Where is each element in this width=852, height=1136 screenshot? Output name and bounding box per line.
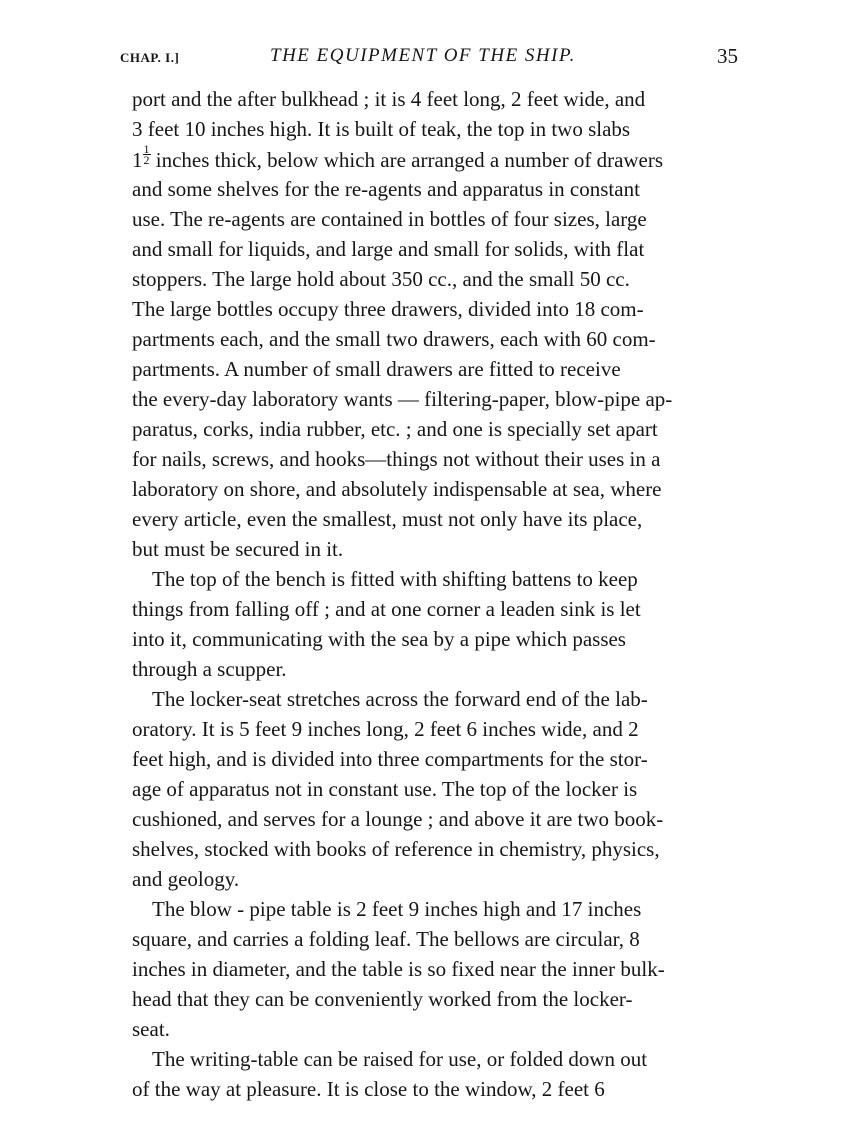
text-line: of the way at pleasure. It is close to the window, 2 feet 6 [132, 1077, 605, 1101]
text-line: and some shelves for the re-agents and apparatus in constant [132, 177, 640, 201]
text-line: head that they can be conveniently worked from the locker- [132, 987, 633, 1011]
paragraph-start: The top of the bench is fitted with shifting battens to keep [152, 567, 638, 591]
text-line: and geology. [132, 867, 240, 891]
text-line: use. The re-agents are contained in bottles of four sizes, large [132, 207, 647, 231]
text-line [132, 144, 738, 174]
text-line: for nails, screws, and hooks—things not without their uses in a [132, 447, 661, 471]
mixed-fraction: 1 $\frac{1}{2}$ inches thick, below which are arranged a number of drawers [132, 142, 664, 172]
text-line: partments. A number of small drawers are fitted to receive [132, 357, 621, 381]
paragraph-start: The writing-table can be raised for use, or folded down out [152, 1047, 648, 1071]
running-title: THE EQUIPMENT OF THE SHIP. [270, 45, 576, 66]
text-line: stoppers. The large hold about 350 cc., and the small 50 cc. [132, 267, 630, 291]
text-line: the every-day laboratory wants — filtering-paper, blow-pipe ap- [132, 387, 673, 411]
text-line: feet high, and is divided into three compartments for the stor- [132, 747, 648, 771]
text-line: The large bottles occupy three drawers, divided into 18 com- [132, 297, 644, 321]
text-line: square, and carries a folding leaf. The bellows are circular, 8 [132, 927, 640, 951]
text-line: inches in diameter, and the table is so fixed near the inner bulk- [132, 957, 665, 981]
text-line: but must be secured in it. [132, 537, 344, 561]
text-line: age of apparatus not in constant use. The top of the locker is [132, 777, 638, 801]
page-number: 35 [717, 44, 738, 68]
text-line: port and the after bulkhead ; it is 4 feet long, 2 feet wide, and [132, 87, 646, 111]
text-line: oratory. It is 5 feet 9 inches long, 2 feet 6 inches wide, and 2 [132, 717, 639, 741]
running-head [120, 44, 738, 74]
body-text [132, 84, 738, 1104]
chapter-marker: CHAP. I.] [120, 50, 180, 65]
text-line: partments each, and the small two drawers, each with 60 com- [132, 327, 656, 351]
text-line: cushioned, and serves for a lounge ; and above it are two book- [132, 807, 664, 831]
text-line: 3 feet 10 inches high. It is built of teak, the top in two slabs [132, 117, 631, 141]
text-line: paratus, corks, india rubber, etc. ; and one is specially set apart [132, 417, 658, 441]
text-line: into it, communicating with the sea by a pipe which passes [132, 627, 626, 651]
paragraph-start: The blow - pipe table is 2 feet 9 inches high and 17 inches [152, 897, 642, 921]
paragraph-start: The locker-seat stretches across the forward end of the lab- [152, 687, 648, 711]
text-line: laboratory on shore, and absolutely indispensable at sea, where [132, 477, 662, 501]
text-line: and small for liquids, and large and small for solids, with flat [132, 237, 645, 261]
text-line: seat. [132, 1017, 170, 1041]
text-line: every article, even the smallest, must not only have its place, [132, 507, 643, 531]
text-line: things from falling off ; and at one corner a leaden sink is let [132, 597, 641, 621]
text-line: through a scupper. [132, 657, 287, 681]
text-line: shelves, stocked with books of reference in chemistry, physics, [132, 837, 660, 861]
